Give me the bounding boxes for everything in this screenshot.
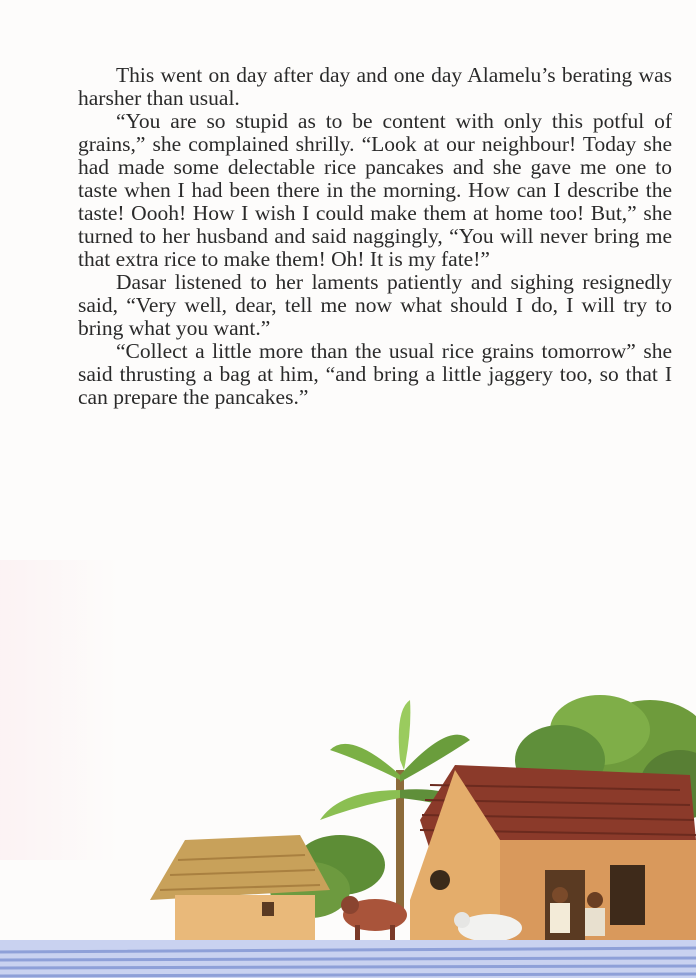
paragraph-1: This went on day after day and one day Alamelu’s berating was harsher than usual. [78, 63, 672, 110]
paragraph-4: “Collect a little more than the usual rice grains tomorrow” she said thrusting a bag at him, “and bring a little jaggery too, so that I can prepare the pancakes.” [78, 339, 672, 409]
thatched-hut [150, 835, 330, 940]
ground-stripes [0, 940, 696, 978]
story-text [78, 64, 672, 409]
paragraph-3: Dasar listened to her laments patiently and sighing resignedly said, “Very well, dear, tell me now what should I do, I will try to bring what you want.” [78, 270, 672, 340]
paragraph-2: “You are so stupid as to be content with only this potful of grains,” she complained shrilly. “Look at our neighbour! Today she had made some delectable rice pancakes and she gave me one to taste when I had been there in the morning. How can I describe the taste! Oooh! How I wish I could make them at home too! But,” she turned to her husband and said naggingly, “You will never bring me that extra rice to make them! Oh! It is my fate!” [78, 109, 672, 271]
village-illustration [0, 690, 696, 978]
